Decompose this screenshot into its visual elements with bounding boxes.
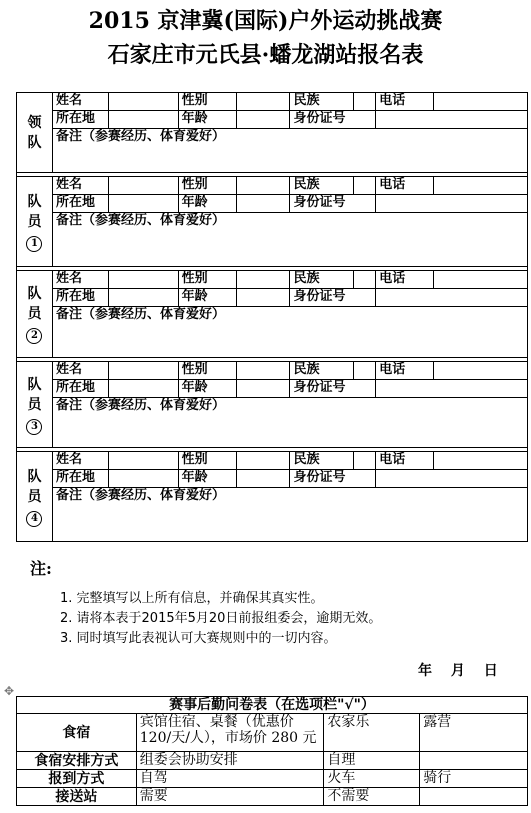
- location-field[interactable]: [108, 111, 178, 129]
- phone-field[interactable]: [434, 93, 528, 111]
- section-label-bottom: 员: [27, 306, 42, 322]
- section-label-bottom: 员: [27, 213, 42, 230]
- age-field[interactable]: [236, 289, 290, 307]
- gender-field[interactable]: [236, 452, 290, 470]
- remarks-label: 备注（参赛经历、体育爱好）: [55, 129, 225, 144]
- logistics-option[interactable]: 火车: [324, 770, 420, 788]
- id-number-field[interactable]: [376, 111, 528, 129]
- ethnicity-label: 民族: [290, 362, 354, 380]
- phone-label: 电话: [376, 362, 434, 380]
- ethnicity-field[interactable]: [354, 93, 376, 111]
- remarks-field[interactable]: [52, 488, 527, 542]
- age-field[interactable]: [236, 195, 290, 213]
- id-number-label: 身份证号: [290, 111, 376, 129]
- name-field[interactable]: [108, 93, 178, 111]
- section-label: [17, 452, 53, 542]
- logistics-option[interactable]: 农家乐: [324, 714, 420, 752]
- date-fields: [418, 660, 512, 680]
- logistics-row-label: 食宿: [17, 714, 137, 752]
- section-label-top: 队: [27, 376, 42, 393]
- gender-field[interactable]: [236, 362, 290, 380]
- section-row-1: [17, 177, 528, 195]
- date-year: 年: [418, 663, 432, 679]
- phone-label: 电话: [376, 271, 434, 289]
- age-label: 年龄: [178, 380, 236, 398]
- name-label: 姓名: [52, 177, 108, 195]
- date-day: 日: [483, 663, 498, 679]
- name-field[interactable]: [108, 452, 178, 470]
- location-label: 所在地: [52, 470, 108, 488]
- section-row-3: [17, 307, 528, 358]
- gender-label: 性别: [178, 362, 236, 380]
- age-label: 年龄: [178, 195, 236, 213]
- phone-label: 电话: [376, 93, 434, 111]
- remarks-label: 备注（参赛经历、体育爱好）: [55, 488, 225, 503]
- section-label-top: 队: [27, 193, 42, 210]
- section-row-3: [17, 398, 528, 448]
- id-number-label: 身份证号: [290, 470, 376, 488]
- id-number-label: 身份证号: [290, 380, 376, 398]
- remarks-field[interactable]: [52, 129, 527, 173]
- member-number-badge: 2: [26, 328, 42, 344]
- section-label-bottom: 员: [27, 396, 42, 413]
- name-field[interactable]: [108, 177, 178, 195]
- section-row-1: [17, 271, 528, 289]
- section-label-top: 领: [27, 114, 42, 131]
- title-line-1: 2015 京津冀(国际)户外运动挑战赛: [88, 8, 443, 34]
- section-row-3: [17, 488, 528, 542]
- name-label: 姓名: [52, 271, 108, 289]
- age-label: 年龄: [178, 111, 236, 129]
- note-item-3: 3. 同时填写此表视认可大赛规则中的一切内容。: [60, 631, 337, 646]
- remarks-field[interactable]: [52, 398, 527, 448]
- ethnicity-label: 民族: [290, 177, 354, 195]
- section-label-bottom: 员: [27, 488, 42, 505]
- name-label: 姓名: [52, 362, 108, 380]
- member-number-badge: 1: [26, 236, 42, 252]
- age-label: 年龄: [178, 289, 236, 307]
- location-label: 所在地: [52, 289, 108, 307]
- age-field[interactable]: [236, 380, 290, 398]
- member-number-badge: 3: [26, 419, 42, 435]
- phone-field[interactable]: [434, 271, 528, 289]
- id-number-field[interactable]: [376, 470, 528, 488]
- logistics-row-label: 接送站: [17, 788, 137, 806]
- phone-field[interactable]: [434, 362, 528, 380]
- ethnicity-field[interactable]: [354, 177, 376, 195]
- remarks-label: 备注（参赛经历、体育爱好）: [55, 307, 225, 322]
- title-line-2: 石家庄市元氏县·蟠龙湖站报名表: [107, 42, 424, 68]
- section-label: [17, 271, 53, 358]
- id-number-label: 身份证号: [290, 195, 376, 213]
- section-row-1: [17, 93, 528, 111]
- section-row-3: [17, 129, 528, 173]
- location-field[interactable]: [108, 289, 178, 307]
- location-label: 所在地: [52, 111, 108, 129]
- gender-field[interactable]: [236, 271, 290, 289]
- logistics-option[interactable]: 组委会协助安排: [136, 752, 324, 770]
- gender-label: 性别: [178, 271, 236, 289]
- logistics-option[interactable]: 骑行: [420, 770, 528, 788]
- location-label: 所在地: [52, 380, 108, 398]
- logistics-table: [16, 696, 528, 806]
- gender-label: 性别: [178, 452, 236, 470]
- move-handle-icon[interactable]: ✥: [4, 684, 15, 698]
- ethnicity-field[interactable]: [354, 271, 376, 289]
- section-row-1: [17, 452, 528, 470]
- section-row-3: [17, 213, 528, 267]
- location-field[interactable]: [108, 380, 178, 398]
- section-label-top: 队: [27, 468, 42, 485]
- section-label: [17, 93, 53, 173]
- ethnicity-field[interactable]: [354, 362, 376, 380]
- registration-table: [16, 92, 528, 542]
- name-field[interactable]: [108, 271, 178, 289]
- location-field[interactable]: [108, 195, 178, 213]
- location-label: 所在地: [52, 195, 108, 213]
- section-label: [17, 362, 53, 448]
- section-row-2: [17, 380, 528, 398]
- section-row-1: [17, 362, 528, 380]
- gender-label: 性别: [178, 177, 236, 195]
- section-label-bottom: 队: [27, 134, 42, 151]
- ethnicity-label: 民族: [290, 452, 354, 470]
- gender-label: 性别: [178, 93, 236, 111]
- phone-label: 电话: [376, 177, 434, 195]
- phone-label: 电话: [376, 452, 434, 470]
- logistics-option[interactable]: 自驾: [136, 770, 324, 788]
- member-number-badge: 4: [26, 511, 42, 527]
- section-row-2: [17, 289, 528, 307]
- section-label-top: 队: [27, 286, 42, 302]
- gender-field[interactable]: [236, 93, 290, 111]
- age-field[interactable]: [236, 470, 290, 488]
- logistics-option[interactable]: [420, 788, 528, 806]
- remarks-field[interactable]: [52, 213, 527, 267]
- name-label: 姓名: [52, 93, 108, 111]
- logistics-row-label: 报到方式: [17, 770, 137, 788]
- gender-field[interactable]: [236, 177, 290, 195]
- logistics-header: 赛事后勤问卷表（在选项栏"√"）: [17, 697, 528, 714]
- note-item-1: 1. 完整填写以上所有信息，并确保其真实性。: [60, 591, 324, 606]
- location-field[interactable]: [108, 470, 178, 488]
- logistics-option[interactable]: 不需要: [324, 788, 420, 806]
- remarks-label: 备注（参赛经历、体育爱好）: [55, 213, 225, 228]
- logistics-option[interactable]: 需要: [136, 788, 324, 806]
- section-row-2: [17, 195, 528, 213]
- id-number-label: 身份证号: [290, 289, 376, 307]
- ethnicity-label: 民族: [290, 93, 354, 111]
- age-label: 年龄: [178, 470, 236, 488]
- phone-field[interactable]: [434, 177, 528, 195]
- name-label: 姓名: [52, 452, 108, 470]
- logistics-option[interactable]: 自理: [324, 752, 420, 770]
- logistics-option[interactable]: 宾馆住宿、桌餐（优惠价120/天/人），市场价 280 元: [136, 714, 324, 752]
- ethnicity-label: 民族: [290, 271, 354, 289]
- id-number-field[interactable]: [376, 195, 528, 213]
- note-item-2: 2. 请将本表于2015年5月20日前报组委会，逾期无效。: [60, 611, 382, 626]
- section-row-2: [17, 111, 528, 129]
- logistics-row-label: 食宿安排方式: [17, 752, 137, 770]
- date-month: 月: [450, 663, 465, 679]
- section-row-2: [17, 470, 528, 488]
- phone-field[interactable]: [434, 452, 528, 470]
- id-number-field[interactable]: [376, 289, 528, 307]
- remarks-label: 备注（参赛经历、体育爱好）: [55, 398, 225, 413]
- remarks-field[interactable]: [52, 307, 527, 358]
- notes-heading: 注:: [30, 559, 52, 578]
- id-number-field[interactable]: [376, 380, 528, 398]
- name-field[interactable]: [108, 362, 178, 380]
- ethnicity-field[interactable]: [354, 452, 376, 470]
- age-field[interactable]: [236, 111, 290, 129]
- logistics-option[interactable]: 露营: [420, 714, 528, 752]
- logistics-option[interactable]: [420, 752, 528, 770]
- section-label: [17, 177, 53, 267]
